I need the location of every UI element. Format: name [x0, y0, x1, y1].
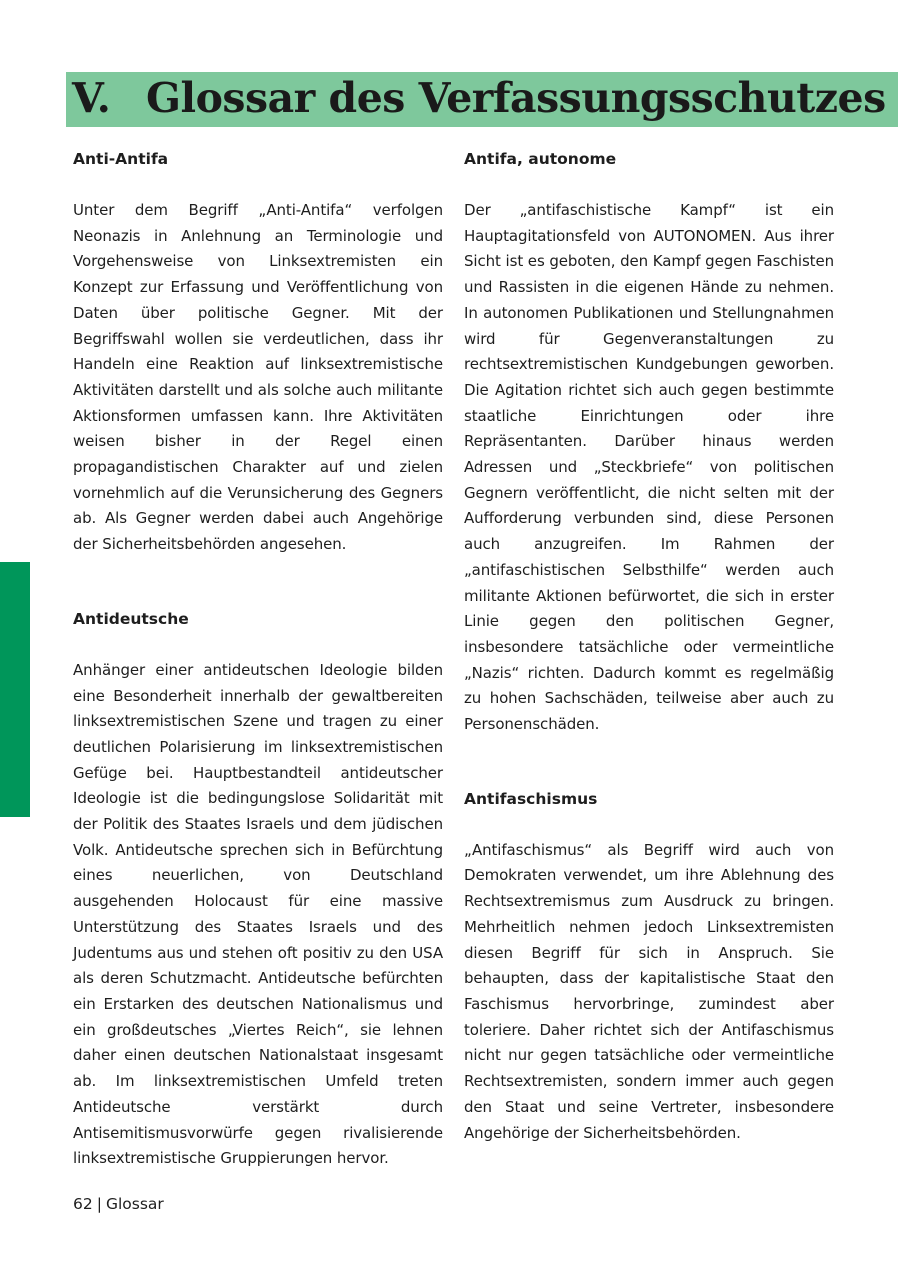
- glossary-entry: [464, 788, 834, 1146]
- right-column: [464, 148, 834, 1146]
- chapter-side-tab: [0, 562, 30, 817]
- chapter-title: Glossar des Verfassungsschutzes: [146, 74, 886, 122]
- glossary-entry: [73, 608, 443, 1172]
- entry-title: Antifaschismus: [464, 789, 598, 808]
- glossary-entry: [73, 148, 443, 558]
- footer-separator: |: [96, 1195, 102, 1213]
- entry-body: Anhänger einer antideutschen Ideologie bilden eine Besonderheit innerhalb der gewaltbereiten linksextremistischen Szene und tragen zu einer deutlichen Polarisierung im linksextremistischen Gefüge bei. Hauptbestandteil antideutscher Ideologie ist die bedingungslose Solidarität mit der Politik des Staates Israels und dem jüdischen Volk. Antideutsche sprechen sich in Befürchtung eines neuerlichen, von Deutschland ausgehenden Holocaust für eine massive Unterstützung des Staates Israels und des Judentums aus und stehen oft positiv zu den USA als deren Schutzmacht. Antideutsche befürchten ein Erstarken des deutschen Nationalismus und ein großdeutsches „Viertes Reich“, sie lehnen daher einen deutschen Nationalstaat insgesamt ab. Im linksextremistischen Umfeld treten Antideutsche verstärkt durch Antisemitismusvorwürfe gegen rivalisierende linksextremistische Gruppierungen hervor.: [73, 660, 443, 1168]
- entry-body: Der „antifaschistische Kampf“ ist ein Hauptagitationsfeld von AUTONOMEN. Aus ihrer Sicht ist es geboten, den Kampf gegen Faschisten und Rassisten in die eigenen Hände zu nehmen. In autonomen Publikationen und Stellungnahmen wird für Gegenveranstaltungen zu rechtsextremistischen Kundgebungen geworben. Die Agitation richtet sich auch gegen bestimmte staatliche Einrichtungen oder ihre Repräsentanten. Darüber hinaus werden Adressen und „Steckbriefe“ von politischen Gegnern veröffentlicht, die nicht selten mit der Aufforderung verbunden sind, diese Personen auch anzugreifen. Im Rahmen der „antifaschistischen Selbsthilfe“ werden auch militante Aktionen befürwortet, die sich in erster Linie gegen den politischen Gegner, insbesondere tatsächliche oder vermeintliche „Nazis“ richten. Dadurch kommt es regelmäßig zu hohen Sachschäden, teilweise aber auch zu Personenschäden.: [464, 201, 834, 734]
- entry-body: Unter dem Begriff „Anti-Antifa“ verfolgen Neonazis in Anlehnung an Terminologie und Vorgehensweise von Linksextremisten ein Konzept zur Erfassung und Veröffentlichung von Daten über politische Gegner. Mit der Begriffswahl wollen sie verdeutlichen, dass ihr Handeln eine Reaktion auf linksextremistische Aktivitäten darstellt und als solche auch militante Aktionsformen umfassen kann. Ihre Aktivitäten weisen bisher in der Regel einen propagandistischen Charakter auf und zielen vornehmlich auf die Verunsicherung des Gegners ab. Als Gegner werden dabei auch Angehörige der Sicherheitsbehörden angesehen.: [73, 201, 443, 554]
- glossary-entry: [464, 148, 834, 738]
- footer-section: Glossar: [105, 1195, 164, 1213]
- page-number: 62: [73, 1195, 93, 1213]
- chapter-number: V.: [72, 74, 111, 122]
- page-footer: [73, 1195, 164, 1213]
- left-column: [73, 148, 443, 1172]
- entry-body: „Antifaschismus“ als Begriff wird auch von Demokraten verwendet, um ihre Ablehnung des Rechtsextremismus zum Ausdruck zu bringen. Mehrheitlich nehmen jedoch Linksextremisten diesen Begriff für sich in Anspruch. Sie behaupten, dass der kapitalistische Staat den Faschismus hervorbringe, zumindest aber toleriere. Daher richtet sich der Antifaschismus nicht nur gegen tatsächliche oder vermeintliche Rechtsextremisten, sondern immer auch gegen den Staat und seine Vertreter, insbesondere Angehörige der Sicherheitsbehörden.: [464, 840, 834, 1142]
- chapter-heading-bar: [66, 72, 898, 127]
- entry-title: Antifa, autonome: [464, 150, 617, 168]
- entry-title: Antideutsche: [73, 609, 189, 628]
- entry-title: Anti-Antifa: [73, 150, 169, 168]
